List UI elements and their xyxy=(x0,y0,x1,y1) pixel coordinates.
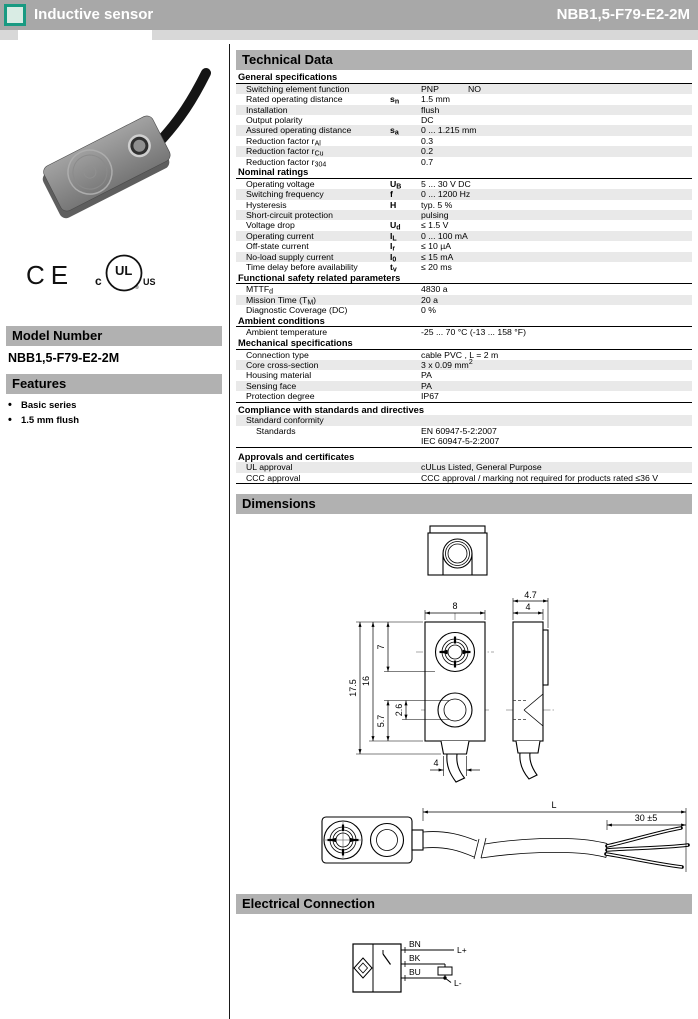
spec-symbol xyxy=(390,115,421,125)
spec-label: Operating current xyxy=(246,230,314,241)
brand-square-icon xyxy=(4,4,26,26)
spec-symbol: $I_0$ xyxy=(390,251,397,264)
ce-mark-icon: CE xyxy=(26,260,75,290)
spec-value: IP67 xyxy=(421,391,439,402)
page-header xyxy=(0,0,698,30)
wire-bu-label: BU xyxy=(409,967,421,977)
product-type-title: Inductive sensor xyxy=(34,6,154,23)
spec-label: No-load supply current xyxy=(246,251,334,262)
spec-value: ≤ 10 µA xyxy=(421,241,452,252)
spec-row xyxy=(236,284,692,294)
spec-value: 0.2 xyxy=(421,146,434,157)
spec-group xyxy=(236,72,692,403)
spec-row xyxy=(236,220,692,230)
feature-item: • 1.5 mm flush xyxy=(8,414,80,426)
features-section-title: Features xyxy=(6,374,222,394)
terminal-minus-label: L- xyxy=(454,978,462,988)
photo-frame-top xyxy=(18,30,152,40)
spec-symbol xyxy=(390,381,421,391)
spec-row xyxy=(236,473,692,483)
spec-symbol: $U_B$ xyxy=(390,178,402,191)
spec-row xyxy=(236,295,692,305)
spec-symbol xyxy=(390,305,421,315)
technical-data-section xyxy=(236,50,692,484)
spec-symbol xyxy=(390,370,421,380)
spec-row xyxy=(236,391,692,401)
section-header: Nominal ratings xyxy=(236,167,692,179)
spec-value: 20 a xyxy=(421,294,438,305)
spec-symbol xyxy=(390,426,421,447)
spec-symbol xyxy=(390,462,421,472)
spec-row xyxy=(236,210,692,220)
spec-value: pulsing xyxy=(421,210,449,221)
spec-symbol: f xyxy=(390,189,393,200)
spec-symbol xyxy=(390,157,421,167)
spec-row xyxy=(236,305,692,315)
spec-value: 3 x 0.09 $mm^2$ xyxy=(421,359,473,370)
spec-value: 0 ... 1200 Hz xyxy=(421,189,471,200)
dim-body-height: 16 xyxy=(361,675,371,687)
dim-hole-dia: 2.6 xyxy=(394,703,404,717)
spec-row xyxy=(236,381,692,391)
section-header: Ambient conditions xyxy=(236,316,692,328)
load-symbol-icon xyxy=(438,964,452,983)
spec-symbol xyxy=(390,350,421,360)
spec-label: Reduction factor $r_{304}$ xyxy=(246,156,327,169)
front-view xyxy=(416,613,494,782)
dim-cable-width: 4 xyxy=(433,758,439,768)
spec-value: 0 % xyxy=(421,305,436,316)
spec-label: Hysteresis xyxy=(246,199,287,210)
spec-symbol: $s_n$ xyxy=(390,94,400,106)
feature-item: • Basic series xyxy=(8,399,77,411)
spec-label: Connection type xyxy=(246,349,309,360)
spec-symbol xyxy=(390,391,421,401)
bullet-icon: • xyxy=(8,414,12,426)
spec-value: ≤ 15 mA xyxy=(421,251,454,262)
technical-table xyxy=(236,72,692,484)
spec-label: Voltage drop xyxy=(246,220,295,231)
spec-label: Off-state current xyxy=(246,241,309,252)
dim-total-height: 17.5 xyxy=(348,679,358,697)
top-view xyxy=(428,526,487,575)
spec-label: Switching frequency xyxy=(246,189,324,200)
svg-text:UL: UL xyxy=(115,263,133,278)
spec-symbol xyxy=(390,360,421,370)
spec-value: ≤ 20 ms xyxy=(421,262,452,273)
header-model-number: NBB1,5-F79-E2-2M xyxy=(556,6,690,23)
spec-label: Switching element function xyxy=(246,83,350,94)
wire-bk-label: BK xyxy=(409,953,421,963)
spec-row xyxy=(236,115,692,125)
dim-coil-span: 7 xyxy=(376,644,386,650)
spec-value: 1.5 mm xyxy=(421,94,450,105)
spec-row xyxy=(236,125,692,135)
spec-label: Reduction factor $r_{Al}$ xyxy=(246,135,321,148)
spec-label: $MTTF_d$ xyxy=(246,284,274,296)
certification-marks xyxy=(16,248,216,300)
ul-mark-icon xyxy=(95,256,156,292)
sensor-cable-photo xyxy=(162,73,206,139)
spec-row xyxy=(236,350,692,360)
spec-label: UL approval xyxy=(246,462,293,473)
spec-row xyxy=(236,327,692,337)
features-list xyxy=(8,398,79,428)
spec-symbol xyxy=(390,136,421,146)
spec-symbol: $s_a$ xyxy=(390,125,399,137)
spec-value: 5 ... 30 V DC xyxy=(421,178,471,189)
terminal-plus-label: L+ xyxy=(457,945,467,955)
wiring-diagram xyxy=(236,920,692,1019)
spec-symbol xyxy=(390,327,421,337)
spec-value: 4830 a xyxy=(421,284,448,295)
spec-label: Reduction factor $r_{Cu}$ xyxy=(246,146,324,158)
spec-group xyxy=(236,405,692,448)
spec-label: Mission Time $(T_M)$ xyxy=(246,294,317,307)
spec-symbol xyxy=(390,146,421,156)
spec-row xyxy=(236,426,692,447)
spec-label: Housing material xyxy=(246,370,312,381)
bullet-icon: • xyxy=(8,399,12,411)
spec-row xyxy=(236,146,692,156)
spec-row xyxy=(236,360,692,370)
spec-row xyxy=(236,462,692,472)
sensor-box xyxy=(353,944,401,992)
spec-value: -25 ... 70 °C (-13 ... 158 °F) xyxy=(421,327,526,338)
spec-value: PA xyxy=(421,370,432,381)
dim-side-width: 4 xyxy=(525,602,531,612)
cable-view xyxy=(322,800,688,872)
section-header: General specifications xyxy=(236,72,692,84)
spec-symbol xyxy=(390,84,421,94)
column-divider xyxy=(229,44,230,1019)
spec-label: Core cross-section xyxy=(246,359,319,370)
spec-value: ≤ 1.5 V xyxy=(421,220,449,231)
spec-row xyxy=(236,105,692,115)
spec-row xyxy=(236,370,692,380)
spec-value: 0 ... 100 mA xyxy=(421,230,468,241)
svg-text:®: ® xyxy=(135,285,139,291)
spec-label: Assured operating distance xyxy=(246,125,352,136)
model-number-section-title: Model Number xyxy=(6,326,222,346)
dimension-drawing xyxy=(236,514,692,894)
spec-symbol xyxy=(390,473,421,483)
spec-symbol: $I_L$ xyxy=(390,230,397,243)
spec-value: EN 60947-5-2:2007 IEC 60947-5-2:2007 xyxy=(421,425,500,447)
spec-symbol xyxy=(390,105,421,115)
spec-label: Protection degree xyxy=(246,391,315,402)
spec-value: cable PVC , L = 2 m xyxy=(421,349,499,360)
spec-value: DC xyxy=(421,115,434,126)
spec-value: typ. 5 % xyxy=(421,199,453,210)
spec-row xyxy=(236,241,692,251)
spec-label: Time delay before availability xyxy=(246,262,358,273)
dimensions-title: Dimensions xyxy=(236,494,692,514)
sensor-body-photo xyxy=(38,114,176,221)
spec-value: 0.3 xyxy=(421,135,434,146)
spec-value: PA xyxy=(421,380,432,391)
spec-label: Sensing face xyxy=(246,380,297,391)
electrical-connection-title: Electrical Connection xyxy=(236,894,692,914)
spec-symbol: $t_v$ xyxy=(390,262,397,274)
spec-value: 0.7 xyxy=(421,156,434,167)
section-header: Compliance with standards and directives xyxy=(238,404,424,415)
spec-label: Standards xyxy=(256,425,296,436)
spec-value: 0 ... 1.215 mm xyxy=(421,125,477,136)
spec-label: Operating voltage xyxy=(246,178,315,189)
dim-hole-span: 5.7 xyxy=(376,714,386,728)
spec-label: Output polarity xyxy=(246,115,303,126)
spec-row xyxy=(236,415,692,425)
spec-label: Diagnostic Coverage (DC) xyxy=(246,305,348,316)
spec-row xyxy=(236,262,692,272)
section-header: Functional safety related parameters xyxy=(236,273,692,285)
spec-group xyxy=(236,452,692,485)
model-number-value: NBB1,5-F79-E2-2M xyxy=(8,351,120,365)
spec-label: Standard conformity xyxy=(246,415,324,426)
spec-label: Ambient temperature xyxy=(246,327,328,338)
spec-symbol xyxy=(390,295,421,305)
spec-symbol: $I_r$ xyxy=(390,241,396,253)
spec-row xyxy=(236,157,692,167)
spec-value: flush xyxy=(421,104,440,115)
spec-symbol: H xyxy=(390,199,397,210)
spec-symbol xyxy=(390,210,421,220)
spec-label: Short-circuit protection xyxy=(246,210,333,221)
spec-symbol xyxy=(390,415,421,425)
section-header: Mechanical specifications xyxy=(236,338,692,350)
spec-symbol: $U_d$ xyxy=(390,220,401,232)
svg-text:c: c xyxy=(95,274,102,288)
spec-row xyxy=(236,189,692,199)
dim-strip-length: 30 ±5 xyxy=(634,813,658,823)
dim-side-total: 4.7 xyxy=(524,590,537,600)
spec-row xyxy=(236,84,692,94)
spec-row xyxy=(236,231,692,241)
spec-row xyxy=(236,136,692,146)
dim-top-width: 8 xyxy=(452,601,458,611)
dim-cable-length: L xyxy=(551,800,557,810)
spec-label: CCC approval xyxy=(246,472,301,483)
header-substrip xyxy=(0,30,698,40)
section-header: Approvals and certificates xyxy=(238,451,355,462)
svg-text:US: US xyxy=(143,277,156,287)
spec-value: cULus Listed, General Purpose xyxy=(421,462,542,473)
product-photo xyxy=(12,55,217,245)
spec-value xyxy=(421,415,692,425)
spec-row xyxy=(236,179,692,189)
wire-bn-label: BN xyxy=(409,939,421,949)
spec-row xyxy=(236,252,692,262)
spec-value: PNP NO xyxy=(421,83,482,94)
spec-value: CCC approval / marking not required for products rated ≤36 V xyxy=(421,472,659,483)
spec-row xyxy=(236,94,692,104)
spec-label: Installation xyxy=(246,104,288,115)
spec-symbol xyxy=(390,284,421,294)
side-view xyxy=(506,622,554,779)
spec-row xyxy=(236,200,692,210)
spec-label: Rated operating distance xyxy=(246,94,343,105)
technical-data-title: Technical Data xyxy=(236,50,692,70)
